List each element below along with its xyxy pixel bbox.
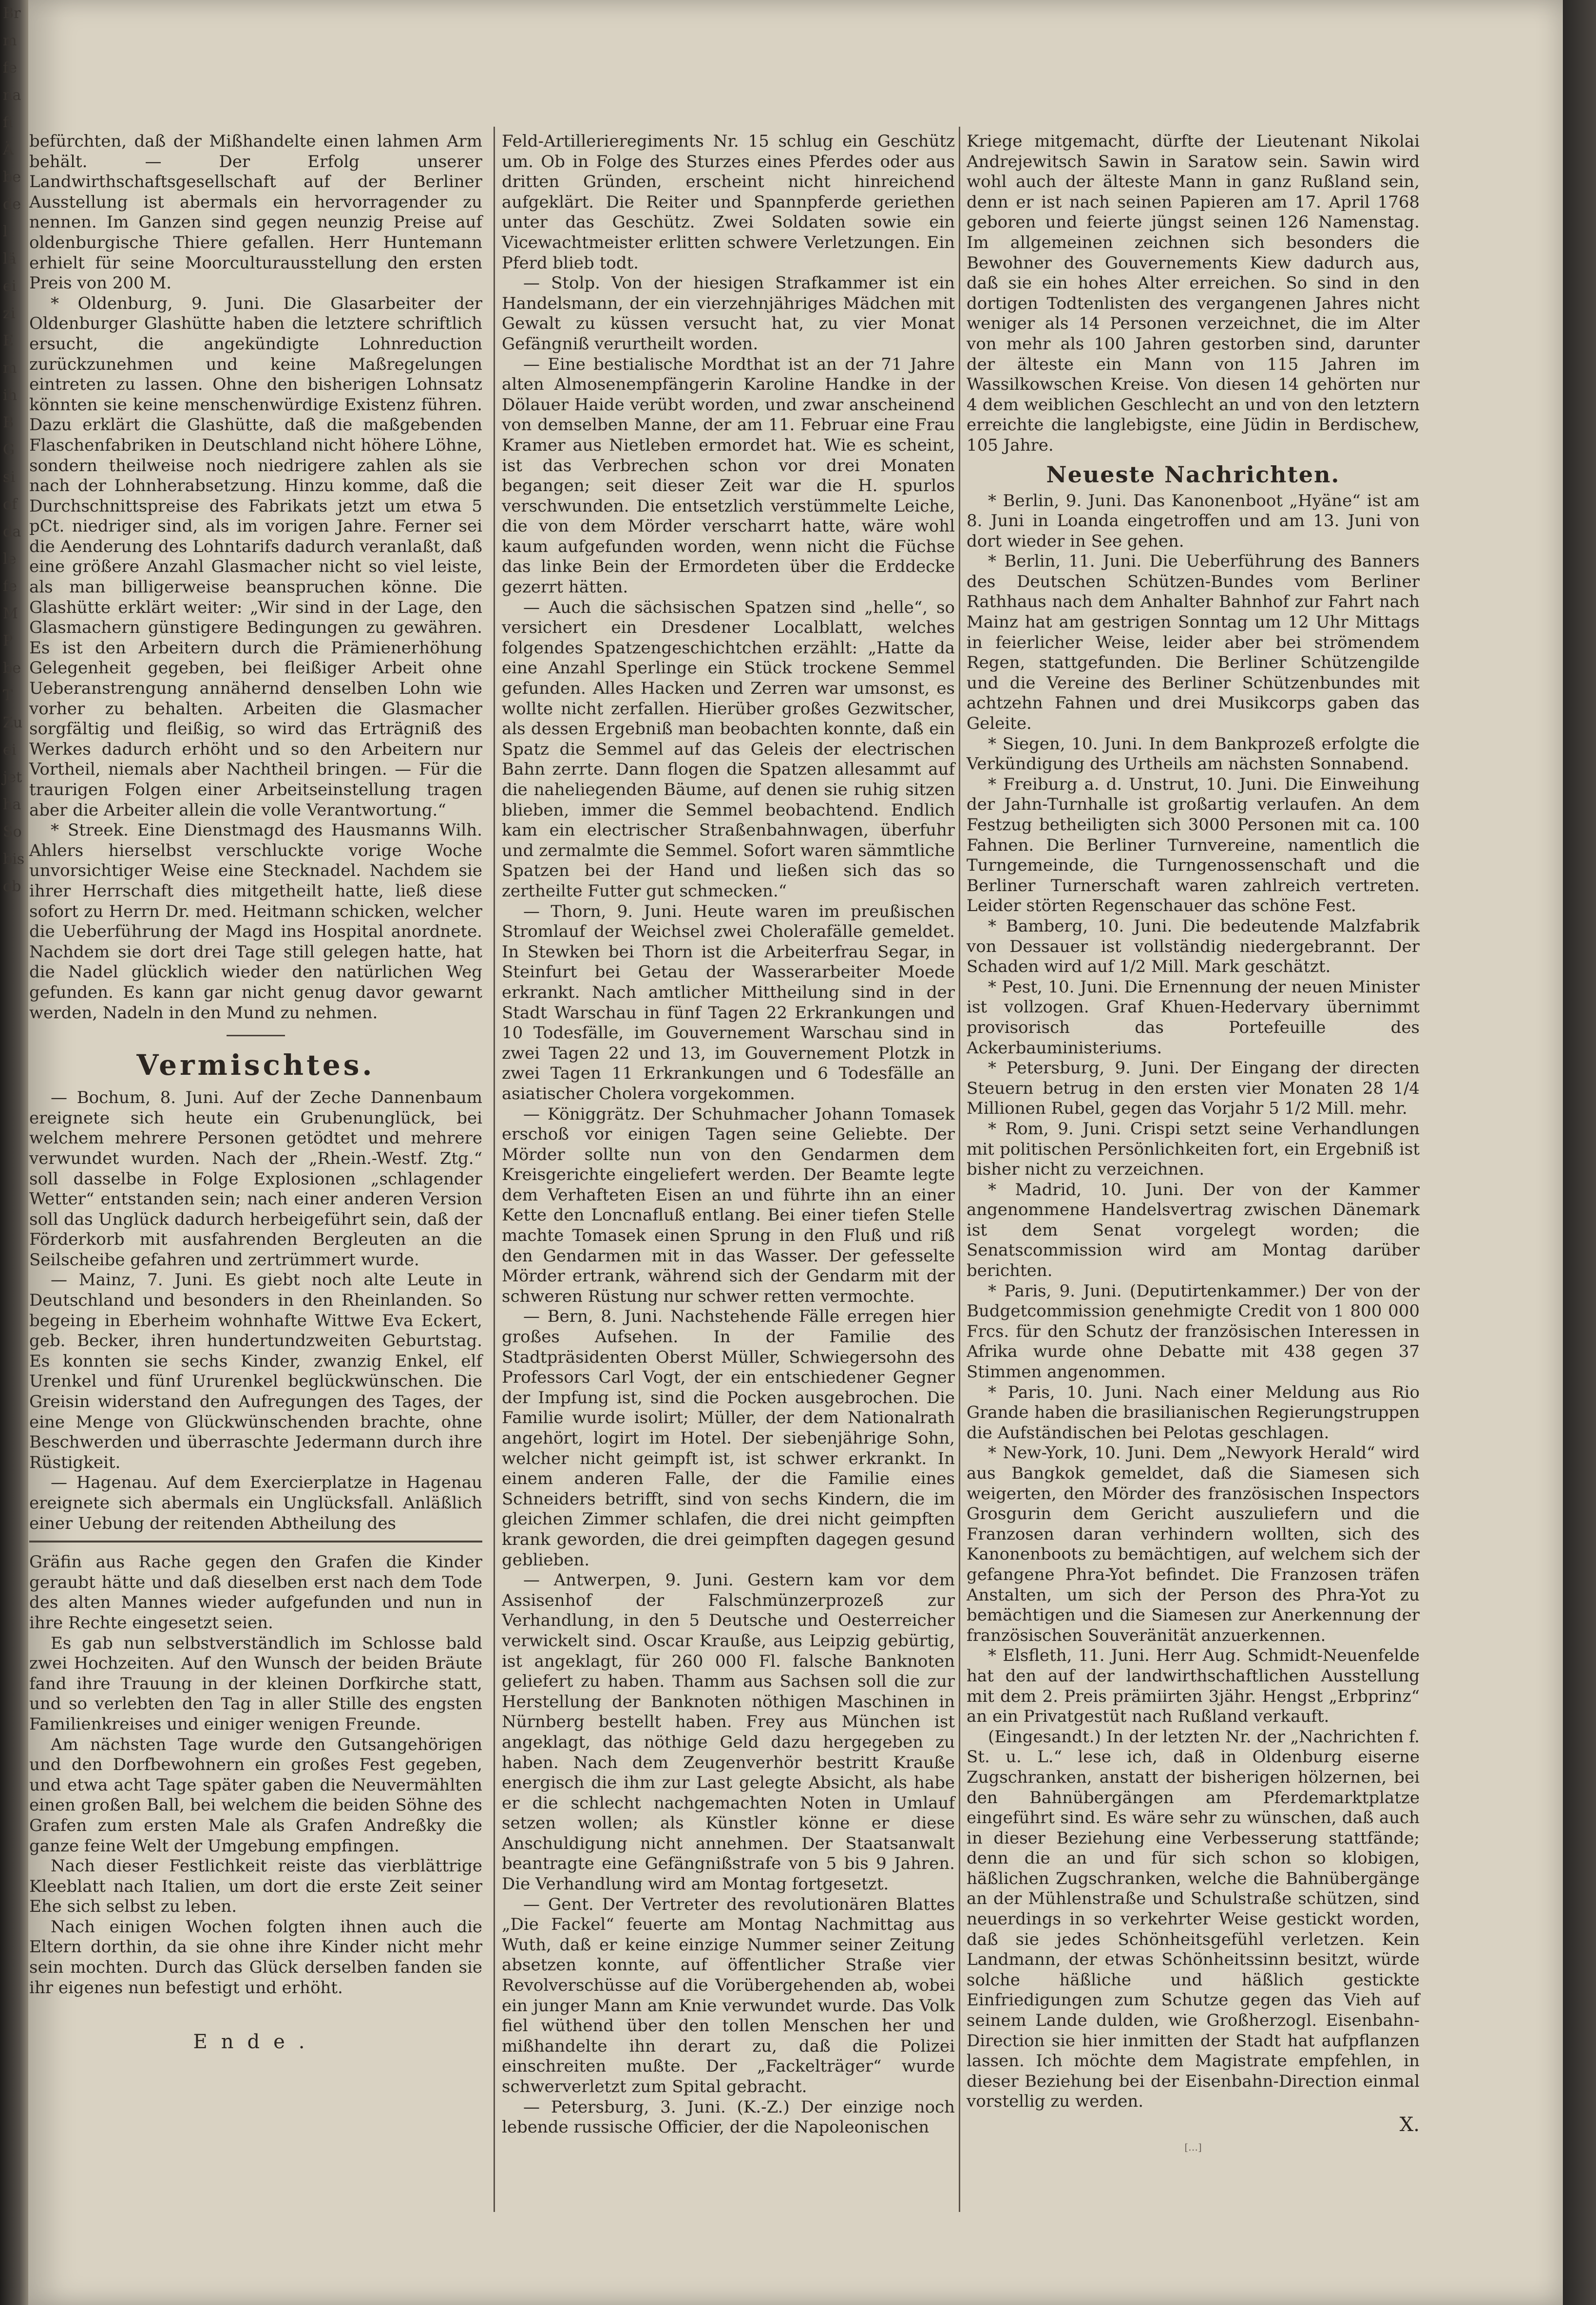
column-2 [502,132,955,2138]
article-end-mark: X. [1399,2114,1420,2136]
fragment: E [3,332,14,349]
fragment: le [3,551,17,568]
previous-page-edge [0,0,29,2305]
article-mordthat: — Eine bestialische Mordthat ist an der 71 Jahre alten Almosenempfängerin Karoline Handke in der Dölauer Haide verübt worden, und zwar anscheinend von demselben Manne, der am 11. Februar eine Frau Kramer aus Nietleben ermordet hat. Wie es scheint, ist das Verbrechen schon vor drei Monaten begangen; seit dieser Zeit war die H. spurlos verschwunden. Die entsetzlich verstümmelte Leiche, die von dem Mörder verscharrt hatte, wäre wohl kaum aufgefunden worden, wenn nicht die Füchse das linke Bein der Ermordeten über die Erddecke gezerrt hätten. [502,354,955,597]
article-text: befürchten, daß der Mißhandelte einen lahmen Arm behält. — Der Erfolg unserer Landwirthschaftsgesellschaft auf der Berliner Ausstellung ist abermals ein hervorragender zu nennen. Im Ganzen sind gegen neunzig Preise auf oldenburgische Thiere gefallen. Herr Huntemann erhielt für seine Moorculturausstellung den ersten Preis von 200 M. [29,132,482,293]
article-stolp: — Stolp. Von der hiesigen Strafkammer ist ein Handelsmann, der ein vierzehnjähriges Mädchen mit Gewalt zu küssen versucht hat, zu vier Monat Gefängniß verurtheilt worden. [502,273,955,354]
column-1 [29,132,482,2053]
news-item: * Bamberg, 10. Juni. Die bedeutende Malzfabrik von Dessauer ist vollständig niedergebrannt. Der Schaden wird auf 1/2 Mill. Mark geschätzt. [967,916,1420,977]
fragment: da [3,523,21,540]
fragment: ei [3,742,17,759]
fragment: m [3,360,17,377]
fragment: lä [3,250,17,267]
news-item: * Freiburg a. d. Unstrut, 10. Juni. Die Einweihung der Jahn-Turnhalle ist großartig verlaufen. An dem Festzug betheiligten sich 3000 Personen mit ca. 100 Fahnen. Die Berliner Turnvereine, namentlich die Turngemeinde, die Turngenossenschaft und die Berliner Turnerschaft waren zahlreich vertreten. Leider störten Regenschauer das schöne Fest. [967,774,1420,916]
feuilleton-text: Gräfin aus Rache gegen den Grafen die Kinder geraubt hätte und daß dieselben erst nach dem Tode des alten Mannes wieder aufgefunden und nun in ihre Rechte eingesetzt seien. [29,1552,482,1633]
fragment: ih [3,387,17,404]
fragment: be [3,169,21,186]
article-bern: — Bern, 8. Juni. Nachstehende Fälle erregen hier großes Aufsehen. In der Familie des Stadtpräsidenten Oberst Müller, Schwiegersohn des Professors Carl Vogt, der ein entschiedener Gegner der Impfung ist, sind die Pocken ausgebrochen. Die Familie wurde isolirt; Müller, der dem Nationalrath angehört, logirt im Hotel. Der siebenjährige Sohn, welcher nicht geimpft ist, ist schwer erkrankt. In einem anderen Falle, der die Familie eines Schneiders betrifft, sind von sechs Kindern, die im gleichen Zimmer schlafen, die drei nicht geimpften krank geworden, die drei geimpften dagegen gesund geblieben. [502,1307,955,1570]
fragment: de [3,196,21,213]
fragment: ob [3,878,21,895]
fragment: Ä [3,141,14,158]
article-hagenau: — Hagenau. Auf dem Exercierplatze in Hagenau ereignete sich abermals ein Unglücksfall. Anläßlich einer Uebung der reitenden Abtheilung des [29,1473,482,1533]
fragment: So [3,823,22,840]
fragment: B [3,414,14,431]
fragment: m [3,32,17,49]
fragment: fi [3,114,13,131]
feuilleton-rule [29,1541,482,1543]
feuilleton-text: Nach einigen Wochen folgten ihnen auch die Eltern dorthin, da sie ohne ihre Kinder nicht mehr sein mochten. Durch das Glück derselben fanden sie ihr eigenes nun befestigt und erhöht. [29,1917,482,1998]
fragment: jet [3,769,22,786]
article-mainz: — Mainz, 7. Juni. Es giebt noch alte Leute in Deutschland und besonders in den Rheinlanden. So begeing in Eberheim wohnhafte Wittwe Eva Eckert, geb. Becker, ihren hundertundzweiten Geburtstag. Es konnten sie sechs Kinder, zwanzig Enkel, elf Urenkel und fünf Ururenkel beglückwünschen. Die Greisin widerstand den Aufregungen des Tages, der eine Menge von Glückwünschenden brachte, ohne Beschwerden und überraschte Jedermann durch ihre Rüstigkeit. [29,1270,482,1472]
news-item: * Paris, 9. Juni. (Deputirtenkammer.) Der von der Budgetcommission genehmigte Credit von 1 800 000 Frcs. für den Schutz der französischen Interessen in Afrika wurde ohne Debatte mit 438 gegen 37 Stimmen angenommen. [967,1281,1420,1382]
article-petersburg: — Petersburg, 3. Juni. (K.-Z.) Der einzige noch lebende russische Officier, der die Napoleonischen [502,2097,955,2137]
news-item: * Paris, 10. Juni. Nach einer Meldung aus Rio Grande haben die brasilianischen Regierungstruppen die Aufständischen bei Pelotas geschlagen. [967,1382,1420,1443]
news-item: * Siegen, 10. Juni. In dem Bankprozeß erfolgte die Verkündigung des Urtheils am nächsten Sonnabend. [967,734,1420,774]
fragment: fe [3,59,17,76]
article-thorn: — Thorn, 9. Juni. Heute waren im preußischen Stromlauf der Weichsel zwei Cholerafälle gemeldet. In Stewken bei Thorn ist die Arbeiterfrau Segar, in Steinfurt bei Getau der Wasserarbeiter Moede erkrankt. Nach amtlicher Mittheilung sind in der Stadt Warschau in fünf Tagen 22 Erkrankungen und 10 Todesfälle, im Gouvernement Warschau sind in zwei Tagen 22 und 13, im Gouvernement Plotzk in zwei Tagen 11 Erkrankungen und 6 Todesfälle an asiatischer Cholera vorgekommen. [502,901,955,1104]
section-divider [227,1035,285,1036]
article-oldenburg: * Oldenburg, 9. Juni. Die Glasarbeiter der Oldenburger Glashütte haben die letztere schriftlich ersucht, die angekündigte Lohnreduction zurückzunehmen und keine Maßregelungen eintreten zu lassen. Ohne den bisherigen Lohnsatz könnten sie keine menschenwürdige Existenz führen. Dazu erklärt die Glashütte, daß die maßgebenden Flaschenfabriken in Deutschland nicht höhere Löhne, sondern theilweise noch niedrigere zahlen als sie nach der Lohnherabsetzung. Hinzu komme, daß die Durchschnittspreise des Fabrikats jetzt um etwa 5 pCt. niedriger sind, als im vorigen Jahre. Ferner sei die Aenderung des Lohntarifs dadurch veranlaßt, daß eine größere Anzahl Glasmacher nicht so viel leiste, als man billigerweise beanspruchen könne. Die Glashütte erklärt weiter: „Wir sind in der Lage, den Glasmachern günstigere Bedingungen zu gewähren. Es ist den Arbeitern durch die Prämienerhöhung Gelegenheit gegeben, bei fleißiger Arbeit ohne Ueberanstrengung annähernd denselben Lohn wie vorher zu behalten. Arbeiten die Glasmacher sorgfältig und fleißig, so wird das Erträgniß des Werkes dadurch erhöht und so den Arbeitern nur Vortheil, niemals aber Nachtheil bringen. — Für die traurigen Folgen einer Arbeitseinstellung tragen aber die Arbeiter allein die volle Verantwortung.“ [29,293,482,820]
story-end: Ende. [193,2031,319,2054]
section-heading-vermischtes: Vermischtes. [136,1048,375,1082]
news-item: * Elsfleth, 11. Juni. Herr Aug. Schmidt-Neuenfelde hat den auf der landwirthschaftlichen Ausstellung mit dem 2. Preis prämiirten 3jähr. Hengst „Erbprinz“ an ein Privatgestüt nach Rußland verkauft. [967,1646,1420,1727]
fragment: ha [3,796,21,813]
fragment: si [3,469,15,486]
news-item: * Rom, 9. Juni. Crispi setzt seine Verhandlungen mit politischen Persönlichkeiten fort, ein Ergebniß ist bisher nicht zu verzeichnen. [967,1119,1420,1180]
fragment: P [3,632,13,649]
column-rule [959,127,960,2212]
feuilleton-text: Es gab nun selbstverständlich im Schlosse bald zwei Hochzeiten. Auf den Wunsch der beiden Bräute fand ihre Trauung in der kleinen Dorfkirche statt, und so verlebten den Tag in aller Stille des engsten Familienkreises und einiger wenigen Freunde. [29,1633,482,1734]
fragment: bis [3,851,25,868]
news-item: * Berlin, 9. Juni. Das Kanonenboot „Hyäne“ ist am 8. Juni in Loanda eingetroffen und am 13. Juni von dort wieder in See gehen. [967,491,1420,551]
fragment: T [3,687,13,704]
letter-to-editor: (Eingesandt.) In der letzten Nr. der „Nachrichten f. St. u. L.“ lese ich, daß in Oldenburg eiserne Zugschranken, anstatt der bisherigen hölzernen, bei den Bahnübergängen am Pferdemarktplatze eingeführt sind. Es wäre sehr zu wünschen, daß auch in dieser Beziehung eine Verbesserung stattfände; denn die an und für sich schon so klobigen, häßlichen Zugschranken, welche die Bahnübergänge an der Mühlenstraße und Schulstraße schützen, sind neuerdings in so verkehrter Weise gestickt worden, daß sie jedes Schönheitsgefühl verletzen. Kein Landmann, der etwas Schönheitssinn besitzt, würde solche häßliche und häßlich gestickte Einfriedigungen zum Schutze gegen das Vieh auf seinem Lande dulden, wie Großherzogl. Eisenbahn-Direction sie hier inmitten der Stadt hat aufpflanzen lassen. Ich möchte dem Magistrate empfehlen, in dieser Beziehung bei der Eisenbahn-Direction einmal vorstellig zu werden. [967,1727,1420,2112]
article-gent: — Gent. Der Vertreter des revolutionären Blattes „Die Fackel“ feuerte am Montag Nachmittag aus Wuth, daß er keine einzige Nummer seiner Zeitung absetzen konnte, auf öffentlicher Straße vier Revolverschüsse auf die Vorübergehenden ab, wobei ein junger Mann am Knie verwundet wurde. Das Volk fiel wüthend über den tollen Menschen her und mißhandelte ihn derart zu, daß die Polizei einschreiten mußte. Der „Fackelträger“ wurde schwerverletzt zum Spital gebracht. [502,1894,955,2096]
fragment: G [3,441,15,458]
article-text: Feld-Artillerieregiments Nr. 15 schlug ein Geschütz um. Ob in Folge des Sturzes eines Pferdes oder aus dritten Gründen, erscheint nicht hinreichend aufgeklärt. Die Reiter und Spannpferde geriethen unter das Geschütz. Zwei Soldaten sowie ein Vicewachtmeister erlitten schwere Verletzungen. Ein Pferd blieb todt. [502,132,955,273]
fragment: na [3,87,21,104]
fragment: ei [3,278,17,295]
article-spatzen: — Auch die sächsischen Spatzen sind „helle“, so versichert ein Dresdener Localblatt, welches folgendes Spatzengeschichtchen erzählt: „Hatte da eine Anzahl Sperlinge ein Stück trockene Semmel gefunden. Alles Hacken und Zerren war umsonst, es wollte nicht zerfallen. Hierüber großes Gezwitscher, als dessen Ergebniß man beobachten konnte, daß ein Spatz die Semmel auf das Geleis der electrischen Bahn zerrte. Dann flogen die Spatzen allesammt auf die naheliegenden Bäume, auf denen sie ruhig sitzen blieben, immer die Semmel beobachtend. Endlich kam ein electrischer Straßenbahnwagen, überfuhr und zermalmte die Semmel. Sofort waren sämmtliche Spatzen bei der Hand und ließen sich das so zertheilte Futter gut schmecken.“ [502,597,955,901]
fragment: zi [3,305,16,322]
page-edge-right [1563,0,1596,2305]
fragment: be [3,660,21,677]
article-bochum: — Bochum, 8. Juni. Auf der Zeche Dannenbaum ereignete sich heute ein Grubenunglück, bei welchem mehrere Personen getödtet und mehrere verwundet wurden. Nach der „Rhein.-Westf. Ztg.“ soll dasselbe in Folge Explosionen „schlagender Wetter“ entstanden sein; nach einer anderen Version soll das Unglück dadurch herbeigeführt sein, daß der Förderkorb mit ausfahrenden Bergleuten an die Seilscheibe gefahren und zertrümmert wurde. [29,1088,482,1270]
feuilleton-text: Nach dieser Festlichkeit reiste das vierblättrige Kleeblatt nach Italien, um dort die erste Zeit seiner Ehe sich selbst zu leben. [29,1856,482,1917]
newspaper-page [28,0,1563,2305]
feuilleton-text: Am nächsten Tage wurde den Gutsangehörigen und den Dorfbewohnern ein großes Fest gegeben, und etwa acht Tage später gaben die Neuvermählten einen großen Ball, bei welchem die beiden Söhne des Grafen zum ersten Male als Grafen Andreßky die ganze feine Welt der Umgebung empfingen. [29,1734,482,1856]
article-koeniggraetz: — Königgrätz. Der Schuhmacher Johann Tomasek erschoß vor einigen Tagen seine Geliebte. Der Mörder sollte nun von den Gendarmen dem Kreisgerichte eingeliefert werden. Der Beamte legte dem Verhafteten Eisen an und führte ihn an einer Kette den Loncnafluß entlang. Bei einer tiefen Stelle machte Tomasek einen Sprung in den Fluß und riß den Gendarmen mit in das Wasser. Der gefesselte Mörder ertrank, während sich der Gendarm mit der schweren Rüstung nur schwer retten vermochte. [502,1104,955,1306]
fragment: Br [3,5,21,22]
news-item: * Berlin, 11. Juni. Die Ueberführung des Banners des Deutschen Schützen-Bundes vom Berliner Rathhaus nach dem Anhalter Bahnhof zur Fahrt nach Mainz hat am gestrigen Sonntag um 12 Uhr Mittags in feierlicher Weise, leider aber bei strömendem Regen, stattgefunden. Die Berliner Schützengilde und die Vereine des Berliner Schützenbundes mit achtzehn Fahnen und drei Musikcorps gaben das Geleite. [967,552,1420,734]
fragment: l [3,223,8,240]
column-3 [967,132,1420,2157]
fragment: M [3,605,18,622]
news-item: * Petersburg, 9. Juni. Der Eingang der directen Steuern betrug in den ersten vier Monaten 28 1/4 Millionen Rubel, gegen das Vorjahr 5 1/2 Mill. mehr. [967,1058,1420,1119]
fragment: Zu [3,714,23,731]
fragment: fe [3,578,17,595]
column-rule [494,127,495,2212]
section-heading-neueste-nachrichten: Neueste Nachrichten. [1046,461,1340,488]
article-antwerpen: — Antwerpen, 9. Juni. Gestern kam vor dem Assisenhof der Falschmünzerprozeß zur Verhandlung, in den 5 Deutsche und Oesterreicher verwickelt sind. Oscar Krauße, aus Leipzig gebürtig, ist angeklagt, für 260 000 Fl. falsche Banknoten geliefert zu haben. Thamm aus Sachsen soll die zur Herstellung der Banknoten nöthigen Maschinen in Nürnberg bestellt haben. Frey aus München ist angeklagt, das nöthige Geld dazu hergegeben zu haben. Nach dem Zeugenverhör bestritt Krauße energisch die ihm zur Last gelegte Absicht, als habe er die schlecht nachgemachten Noten in Umlauf setzen wollen; als Künstler könne er diese Anschuldigung nicht annehmen. Der Staatsanwalt beantragte eine Gefängnißstrafe von 5 bis 9 Jahren. Die Verhandlung wird am Montag fortgesetzt. [502,1570,955,1894]
illegible-marker: […] [1184,2141,1202,2153]
news-item: * Pest, 10. Juni. Die Ernennung der neuen Minister ist vollzogen. Graf Khuen-Hedervary übernimmt provisorisch das Portefeuille des Ackerbauministeriums. [967,977,1420,1058]
news-item: * Madrid, 10. Juni. Der von der Kammer angenommene Handelsvertrag zwischen Dänemark ist dem Senat vorgelegt worden; die Senatscommission wird am Montag darüber berichten. [967,1180,1420,1281]
news-item: * New-York, 10. Juni. Dem „Newyork Herald“ wird aus Bangkok gemeldet, daß die Siamesen sich weigerten, den Mörder des französischen Inspectors Grosgurin dem Gericht auszuliefern und die Franzosen daran verhindern wollten, sich des Kanonenboots zu bemächtigen, auf welchem sich der gefangene Phra-Yot befindet. Die Franzosen träfen Anstalten, um sich der Person des Phra-Yot zu bemächtigen und die Siamesen zur Anerkennung der französischen Souveränität anzuerkennen. [967,1443,1420,1645]
fragment: of [3,496,18,513]
article-text: Kriege mitgemacht, dürfte der Lieutenant Nikolai Andrejewitsch Sawin in Saratow sein. Sawin wird wohl auch der älteste Mann in ganz Rußland sein, denn er ist nach seinen Papieren am 17. April 1768 geboren und feierte jüngst seinen 126 Namenstag. Im allgemeinen zeichnen sich besonders die Bewohner des Gouvernements Kiew dadurch aus, daß sie ein hohes Alter erreichen. So sind in den dortigen Todtenlisten des vergangenen Jahres nicht weniger als 14 Personen verzeichnet, die im Alter von mehr als 100 Jahren gestorben sind, darunter der älteste ein Mann von 115 Jahren im Wassilkowschen Kreise. Von diesen 14 gehörten nur 4 dem weiblichen Geschlecht an und von den letztern erreichte die langlebigste, eine Jüdin in Berdischew, 105 Jahre. [967,132,1420,455]
article-streek: * Streek. Eine Dienstmagd des Hausmanns Wilh. Ahlers hierselbst verschluckte vorige Woche unvorsichtiger Weise eine Stecknadel. Nachdem sie ihrer Herrschaft dies mitgetheilt hatte, ließ diese sofort zu Herrn Dr. med. Heitmann schicken, welcher die Ueberführung der Magd ins Hospital anordnete. Nachdem sie dort drei Tage still gelegen hatte, hat die Nadel glücklich wieder den natürlichen Weg gefunden. Es kann gar nicht genug davor gewarnt werden, Nadeln in den Mund zu nehmen. [29,820,482,1023]
